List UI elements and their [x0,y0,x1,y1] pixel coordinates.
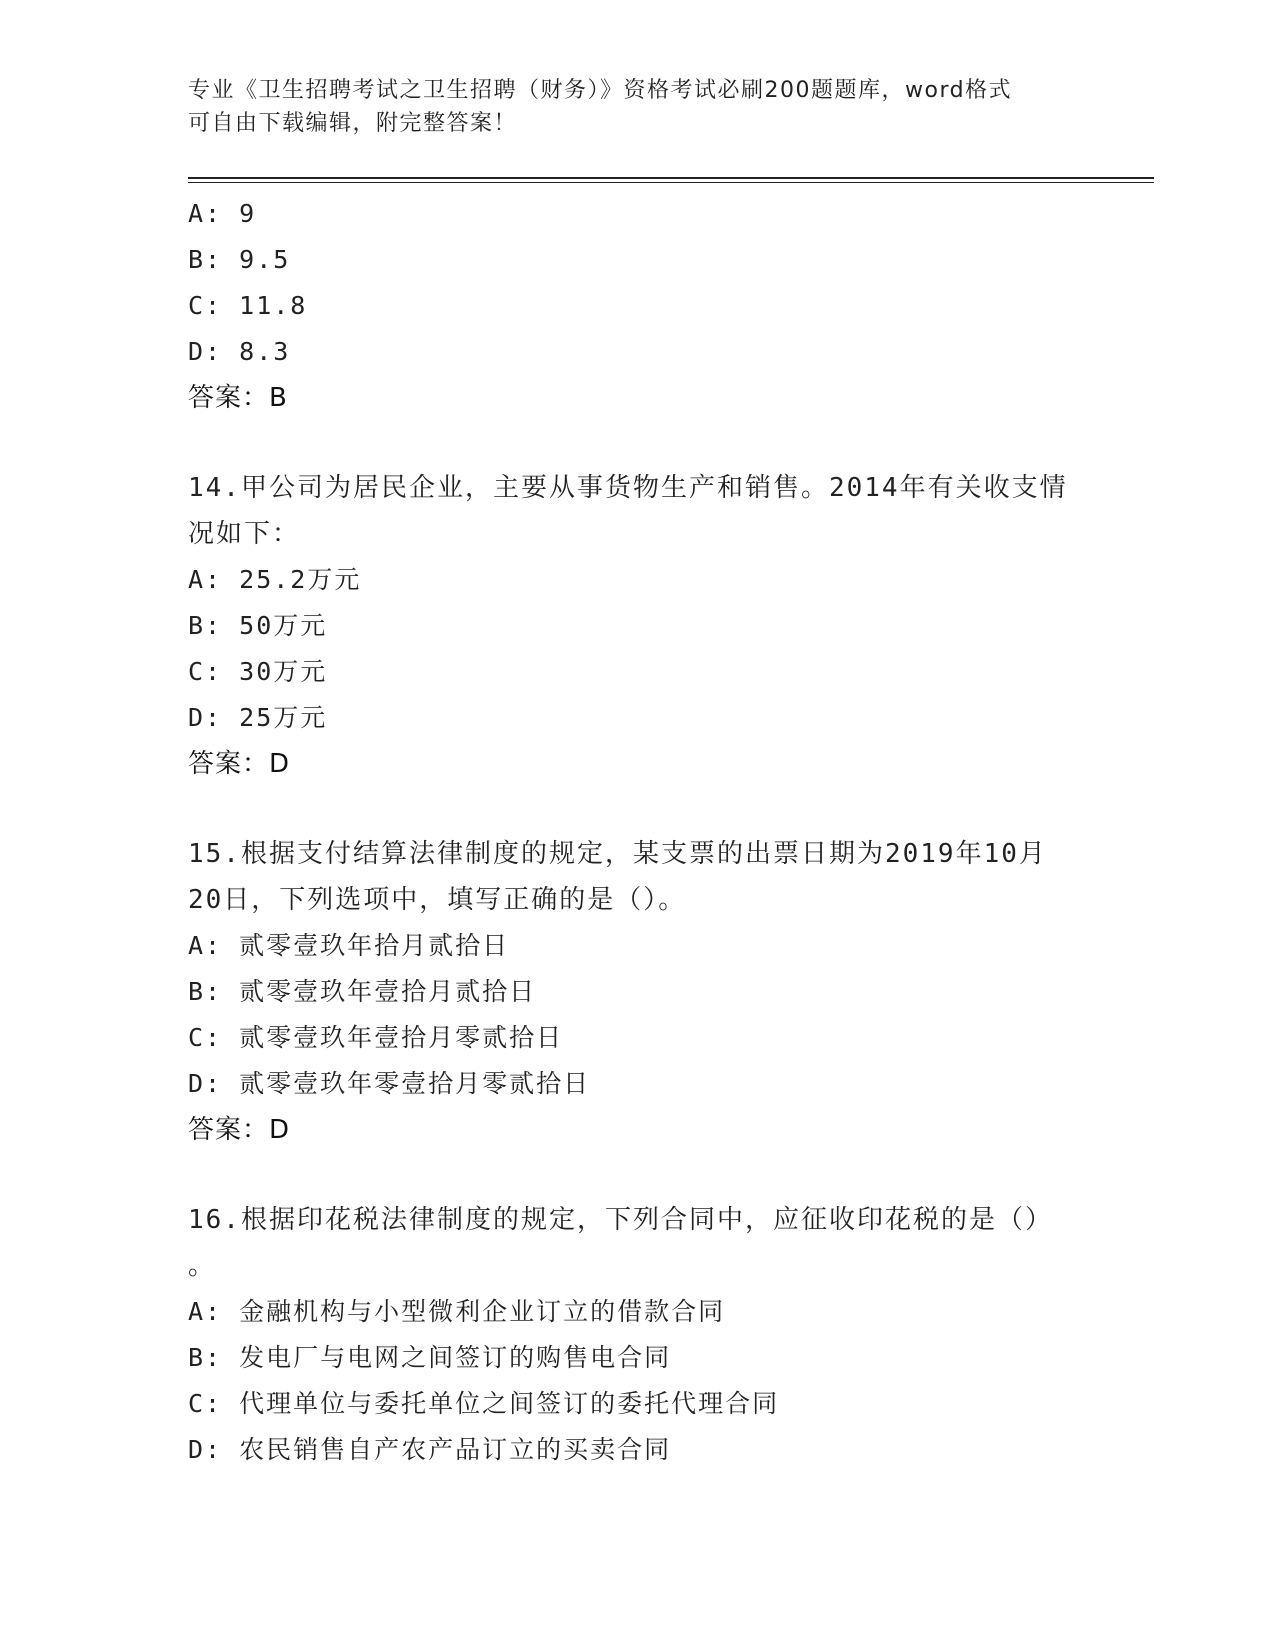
header-line-1: 专业《卫生招聘考试之卫生招聘（财务）》资格考试必刷200题题库，word格式 [188,78,1013,103]
question-stem-line: 20日，下列选项中，填写正确的是（）。 [188,885,687,915]
option-d: D: 贰零壹玖年零壹拾月零贰拾日 [188,1069,591,1098]
question-14 [188,465,1088,787]
option-b: B: 发电厂与电网之间签订的购售电合同 [188,1343,672,1372]
option-a: A: 金融机构与小型微利企业订立的借款合同 [188,1297,726,1326]
option-c: C: 30万元 [188,657,328,686]
question-stem-line: 14.甲公司为居民企业，主要从事货物生产和销售。2014年有关收支情 [188,473,1068,503]
option-b: B: 9.5 [188,245,291,274]
option-c: C: 代理单位与委托单位之间签订的委托代理合同 [188,1389,780,1418]
question-15 [188,831,1088,1153]
header-rule-thick [188,177,1154,179]
document-body [188,191,1088,1473]
answer-line: 答案：D [188,749,291,779]
question-stem-line: 况如下： [188,519,301,549]
question-stem-line: 16.根据印花税法律制度的规定，下列合同中，应征收印花税的是（） [188,1205,1053,1235]
question-13-tail [188,191,1088,421]
answer-line: 答案：B [188,383,288,413]
option-b: B: 50万元 [188,611,328,640]
option-a: A: 9 [188,199,257,228]
option-d: D: 25万元 [188,703,328,732]
option-d: D: 农民销售自产农产品订立的买卖合同 [188,1435,672,1464]
page-header [188,74,1088,140]
option-a: A: 贰零壹玖年拾月贰拾日 [188,931,510,960]
option-b: B: 贰零壹玖年壹拾月贰拾日 [188,977,537,1006]
option-c: C: 11.8 [188,291,308,320]
header-rule-thin [188,182,1154,183]
question-stem-line: 。 [188,1251,217,1281]
option-c: C: 贰零壹玖年壹拾月零贰拾日 [188,1023,564,1052]
question-stem-line: 15.根据支付结算法律制度的规定，某支票的出票日期为2019年10月 [188,839,1047,869]
option-a: A: 25.2万元 [188,565,362,594]
header-line-2: 可自由下载编辑，附完整答案！ [188,111,518,136]
question-16 [188,1197,1088,1473]
answer-line: 答案：D [188,1115,291,1145]
option-d: D: 8.3 [188,337,291,366]
